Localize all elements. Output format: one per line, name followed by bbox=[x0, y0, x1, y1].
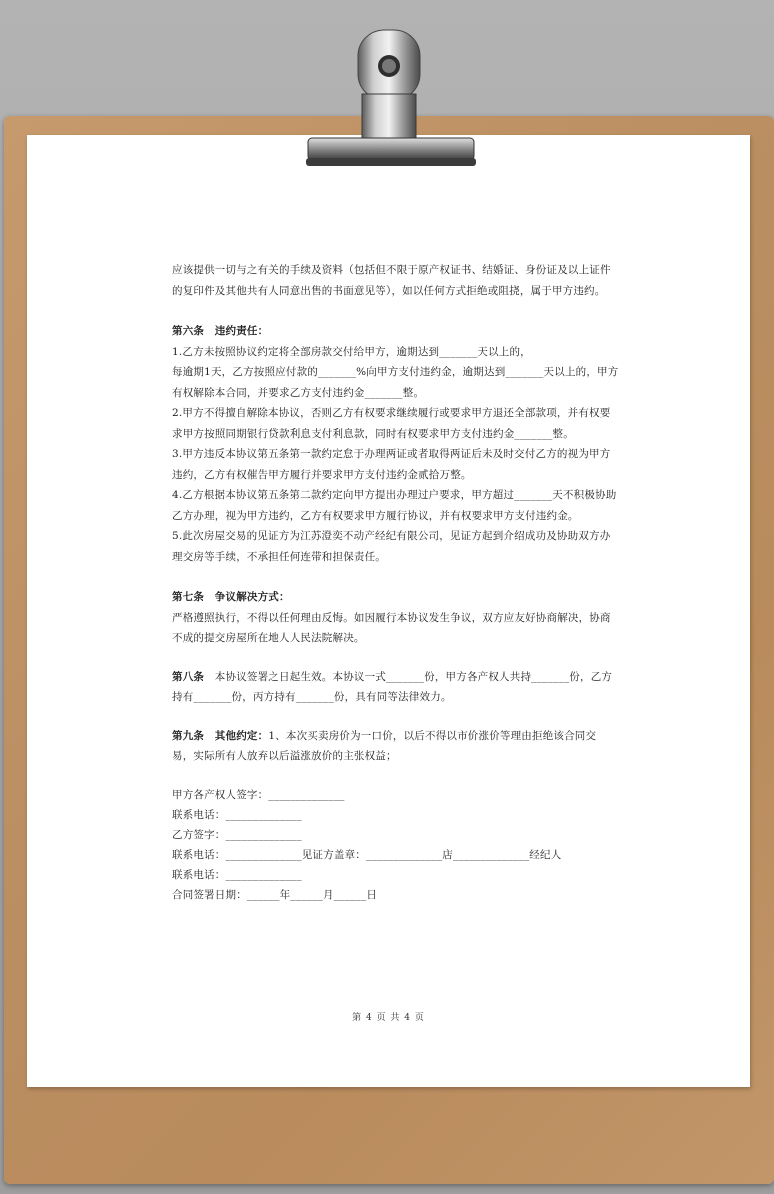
article-8-line-2: 持有_______份，丙方持有_______份，具有同等法律效力。 bbox=[172, 691, 452, 703]
article-8-text: 本协议签署之日起生效。本协议一式_______份，甲方各产权人共持_______份，乙方 bbox=[204, 670, 613, 683]
binder-clip-icon bbox=[300, 26, 478, 178]
article-6-line: 有权解除本合同，并要求乙方支付违约金_______整。 bbox=[172, 386, 425, 399]
signature-line: 联系电话：______________见证方盖章：______________店______________经纪人 bbox=[172, 848, 562, 861]
article-7-line: 严格遵照执行，不得以任何理由反悔。如因履行本协议发生争议，双方应友好协商解决，协商 bbox=[172, 611, 611, 624]
article-8-label: 第八条 bbox=[172, 670, 205, 683]
article-6-line: 每逾期1天，乙方按照应付款的_______%向甲方支付违约金，逾期达到_______天以上的，甲方 bbox=[172, 366, 619, 378]
article-6-line: 理交房等手续，不承担任何连带和担保责任。 bbox=[172, 550, 386, 563]
article-6-line: 4.乙方根据本协议第五条第二款约定向甲方提出办理过户要求，甲方超过_______天不积极协助 bbox=[172, 489, 617, 501]
article-6-line: 5.此次房屋交易的见证方为江苏澄奕不动产经纪有限公司，见证方起到介绍成功及协助双方办 bbox=[172, 530, 611, 542]
signature-line: 联系电话：______________ bbox=[172, 808, 302, 821]
article-6-line: 1.乙方未按照协议约定将全部房款交付给甲方，逾期达到_______天以上的， bbox=[172, 345, 531, 358]
article-9-label: 第九条 其他约定： bbox=[172, 729, 269, 742]
article-9-line-2: 易，实际所有人放弃以后溢涨放价的主张权益； bbox=[172, 750, 397, 762]
article-8-line-1 bbox=[172, 667, 632, 688]
article-6-line: 求甲方按照同期银行贷款利息支付利息款，同时有权要求甲方支付违约金_______整。 bbox=[172, 427, 574, 440]
signature-line: 合同签署日期：______年______月______日 bbox=[172, 888, 378, 901]
article-9-text: 1、本次买卖房价为一口价，以后不得以市价涨价等理由拒绝该合同交 bbox=[268, 729, 597, 742]
contract-text bbox=[172, 260, 632, 905]
page-footer: 第 4 页 共 4 页 bbox=[352, 1013, 425, 1023]
signature-line: 甲方各产权人签字：______________ bbox=[172, 788, 345, 801]
article-6-line: 乙方办理，视为甲方违约，乙方有权要求甲方履行协议，并有权要求甲方支付违约金。 bbox=[172, 509, 579, 522]
signature-block bbox=[172, 785, 632, 905]
signature-line: 联系电话：______________ bbox=[172, 868, 302, 881]
article-7-line: 不成的提交房屋所在地人人民法院解决。 bbox=[172, 632, 365, 644]
paper-page bbox=[27, 135, 750, 1087]
signature-line: 乙方签字：______________ bbox=[172, 828, 302, 841]
intro-line-2: 的复印件及其他共有人同意出售的书面意见等），如以任何方式拒绝或阻挠，属于甲方违约。 bbox=[172, 284, 606, 297]
article-7-title: 第七条 争议解决方式： bbox=[172, 591, 290, 603]
article-6-line: 2.甲方不得擅自解除本协议，否则乙方有权要求继续履行或要求甲方退还全部款项，并有权要 bbox=[172, 407, 611, 419]
article-6-title: 第六条 违约责任： bbox=[172, 325, 269, 337]
article-9-line-1 bbox=[172, 726, 632, 747]
article-6-line: 3.甲方违反本协议第五条第一款约定怠于办理两证或者取得两证后未及时交付乙方的视为甲方 bbox=[172, 448, 611, 460]
intro-line-1: 应该提供一切与之有关的手续及资料（包括但不限于原产权证书、结婚证、身份证及以上证件 bbox=[172, 264, 611, 276]
article-6-line: 违约，乙方有权催告甲方履行并要求甲方支付违约金贰拾万整。 bbox=[172, 468, 472, 481]
